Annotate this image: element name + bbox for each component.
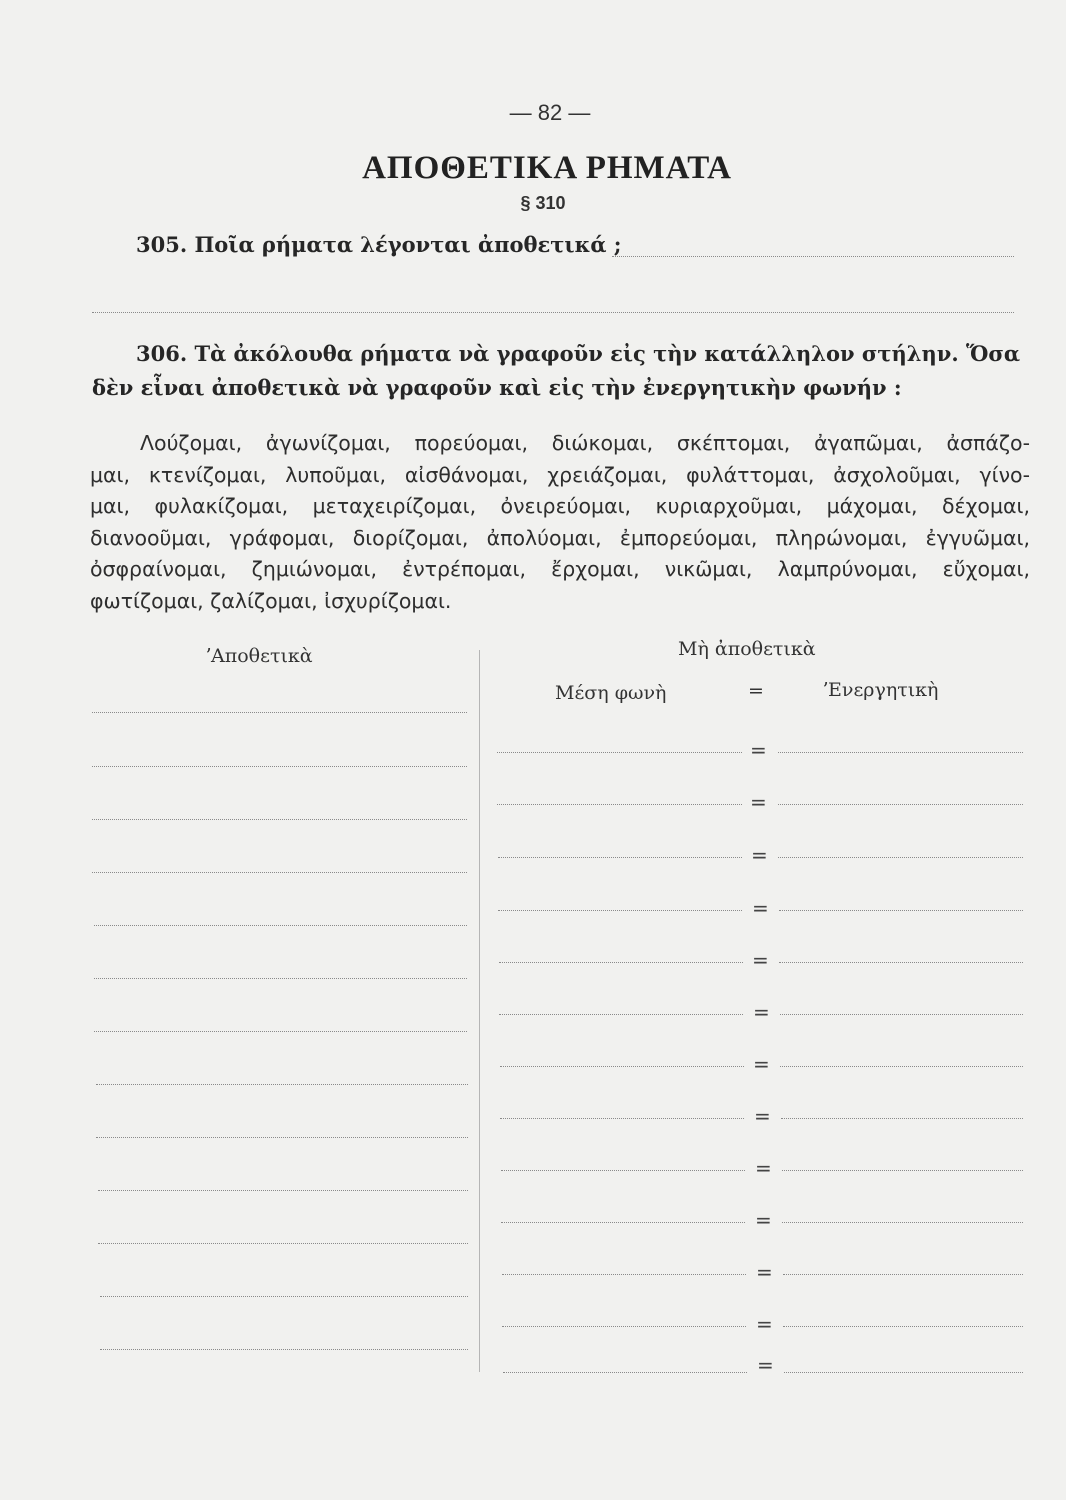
verb-line: ὀσφραίνομαι, ζημιώνομαι, ἐντρέπομαι, ἔρχομαι, νικῶμαι, λαμπρύνομαι, εὔχομαι, bbox=[90, 557, 1030, 581]
question-306-line-1: 306. Τὰ ἀκόλουθα ρήματα νὰ γραφοῦν εἰς τὴν κατάλληλον στήλην. Ὅσα bbox=[136, 341, 1021, 366]
middle-voice-answer-line[interactable] bbox=[497, 804, 742, 805]
verb-list bbox=[90, 428, 1030, 617]
equals-sign: = bbox=[756, 1260, 773, 1284]
deponent-answer-line[interactable] bbox=[92, 819, 467, 820]
equals-sign: = bbox=[750, 738, 767, 762]
middle-voice-answer-line[interactable] bbox=[500, 1118, 744, 1119]
verb-line: μαι, κτενίζομαι, λυποῦμαι, αἰσθάνομαι, χρειάζομαι, φυλάττομαι, ἀσχολοῦμαι, γίνο- bbox=[90, 462, 1030, 487]
equals-sign: = bbox=[753, 1052, 770, 1076]
active-voice-answer-line[interactable] bbox=[780, 1066, 1023, 1067]
verb-line: διανοοῦμαι, γράφομαι, διορίζομαι, ἀπολύομαι, ἐμπορεύομαι, πληρώνομαι, ἐγγυῶμαι, bbox=[90, 525, 1030, 550]
question-305: 305. Ποῖα ρήματα λέγονται ἀποθετικά ; bbox=[136, 232, 622, 257]
equals-sign: = bbox=[752, 896, 769, 920]
deponent-answer-line[interactable] bbox=[94, 925, 467, 926]
equals-sign: = bbox=[750, 790, 767, 814]
deponent-answer-line[interactable] bbox=[98, 1190, 468, 1191]
middle-voice-answer-line[interactable] bbox=[501, 1170, 745, 1171]
column-divider bbox=[479, 650, 480, 1372]
deponent-answer-line[interactable] bbox=[100, 1296, 468, 1297]
middle-voice-answer-line[interactable] bbox=[501, 1222, 745, 1223]
answer-line-305b[interactable] bbox=[92, 312, 1014, 313]
column-header-deponent: ʼΑποθετικὰ bbox=[205, 645, 313, 667]
equals-sign: = bbox=[755, 1156, 772, 1180]
equals-sign: = bbox=[757, 1353, 774, 1377]
middle-voice-answer-line[interactable] bbox=[497, 752, 742, 753]
deponent-answer-line[interactable] bbox=[100, 1349, 468, 1350]
middle-voice-answer-line[interactable] bbox=[499, 962, 743, 963]
equals-sign: = bbox=[752, 948, 769, 972]
deponent-answer-line[interactable] bbox=[92, 872, 467, 873]
deponent-answer-line[interactable] bbox=[94, 978, 467, 979]
active-voice-answer-line[interactable] bbox=[783, 1326, 1023, 1327]
verb-line: μαι, φυλακίζομαι, μεταχειρίζομαι, ὀνειρεύομαι, κυριαρχοῦμαι, μάχομαι, δέχομαι, bbox=[90, 494, 1030, 518]
deponent-answer-line[interactable] bbox=[96, 1084, 468, 1085]
active-voice-answer-line[interactable] bbox=[778, 804, 1023, 805]
active-voice-answer-line[interactable] bbox=[779, 962, 1023, 963]
active-voice-answer-line[interactable] bbox=[780, 1014, 1023, 1015]
column-header-active-voice: ʼΕνεργητικὴ bbox=[822, 679, 939, 701]
middle-voice-answer-line[interactable] bbox=[498, 857, 742, 858]
middle-voice-answer-line[interactable] bbox=[502, 1274, 746, 1275]
deponent-answer-line[interactable] bbox=[98, 1243, 468, 1244]
active-voice-answer-line[interactable] bbox=[782, 1222, 1023, 1223]
equals-sign: = bbox=[753, 1000, 770, 1024]
equals-sign: = bbox=[755, 1208, 772, 1232]
equals-sign: = bbox=[756, 1312, 773, 1336]
answer-line-305a[interactable] bbox=[612, 256, 1014, 257]
active-voice-answer-line[interactable] bbox=[783, 1274, 1023, 1275]
active-voice-answer-line[interactable] bbox=[782, 1170, 1023, 1171]
active-voice-answer-line[interactable] bbox=[779, 910, 1023, 911]
equals-sign: = bbox=[754, 1104, 771, 1128]
middle-voice-answer-line[interactable] bbox=[499, 1014, 743, 1015]
verb-line: Λούζομαι, ἀγωνίζομαι, πορεύομαι, διώκομαι, σκέπτομαι, ἀγαπῶμαι, ἀσπάζο- bbox=[140, 431, 1030, 455]
deponent-answer-line[interactable] bbox=[96, 1137, 468, 1138]
verb-line: φωτίζομαι, ζαλίζομαι, ἰσχυρίζομαι. bbox=[90, 588, 452, 613]
middle-voice-answer-line[interactable] bbox=[503, 1372, 747, 1373]
column-header-middle-voice: Μέση φωνὴ bbox=[555, 682, 667, 704]
question-306-line-2: δὲν εἶναι ἀποθετικὰ νὰ γραφοῦν καὶ εἰς τὴν ἐνεργητικὴν φωνήν : bbox=[92, 375, 902, 400]
column-header-equals: = bbox=[748, 680, 764, 702]
middle-voice-answer-line[interactable] bbox=[502, 1326, 746, 1327]
middle-voice-answer-line[interactable] bbox=[500, 1066, 744, 1067]
deponent-answer-line[interactable] bbox=[92, 712, 467, 713]
deponent-answer-line[interactable] bbox=[92, 766, 467, 767]
active-voice-answer-line[interactable] bbox=[778, 857, 1023, 858]
active-voice-answer-line[interactable] bbox=[784, 1372, 1023, 1373]
middle-voice-answer-line[interactable] bbox=[498, 910, 742, 911]
equals-sign: = bbox=[751, 843, 768, 867]
page-title: ΑΠΟΘΕΤΙΚΑ ΡΗΜΑΤΑ bbox=[362, 150, 732, 186]
section-number: § 310 bbox=[520, 193, 566, 213]
deponent-answer-line[interactable] bbox=[94, 1031, 467, 1032]
active-voice-answer-line[interactable] bbox=[778, 752, 1023, 753]
active-voice-answer-line[interactable] bbox=[781, 1118, 1023, 1119]
column-header-non-deponent: Μὴ ἀποθετικὰ bbox=[678, 638, 816, 660]
page-number: — 82 — bbox=[509, 100, 591, 125]
